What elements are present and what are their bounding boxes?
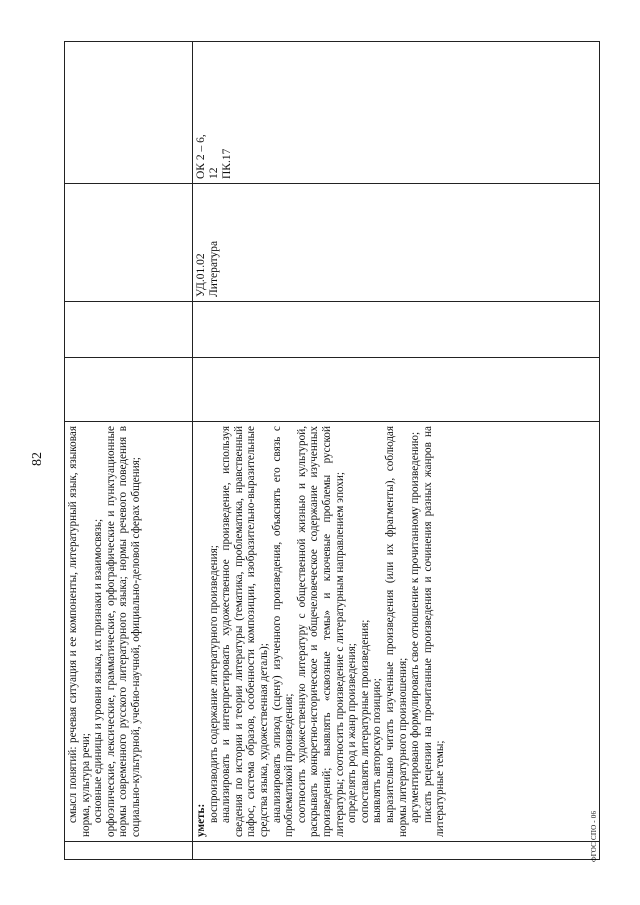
table-cell-empty [193,358,600,422]
knowledge-cell [65,422,193,842]
competency-code: 12 [208,167,220,179]
skills-paragraph: определять род и жанр произведения; [346,643,359,823]
table-row [193,42,600,860]
table-cell-index [193,842,600,860]
table-cell-index [65,842,193,860]
discipline-name: Литература [208,240,220,297]
table-cell-empty [65,42,193,184]
table-cell-empty [65,184,193,302]
page-number: 82 [30,452,45,466]
discipline-code: УД.01.02 [195,253,207,297]
skills-paragraph: выразительно читать изученные произведения (или их фрагменты), соблюдая нормы литературного произношения; [383,426,409,837]
knowledge-paragraph: смысл понятий: речевая ситуация и ее компоненты, литературный язык, языковая норма, культура речи; [67,426,92,837]
skills-paragraph: анализировать и интерпретировать художественное произведение, используя сведения по истории и теории литературы (тематика, проблематика, нравственный пафос, система образов, особенности композиции, изобразительно-выразительные средства языка, художественная деталь); [220,426,270,837]
knowledge-paragraph: основные единицы и уровни языка, их признаки и взаимосвязь; [92,518,105,823]
table-cell-empty [65,302,193,358]
competency-code: ОК 2 – 6, [195,134,207,179]
skills-cell [193,422,600,842]
skills-heading: уметь: [195,803,207,837]
skills-paragraph: аргументировано формулировать свое отношение к прочитанному произведению; [409,431,422,823]
table-cell-empty [193,302,600,358]
knowledge-paragraph: орфоэпические, лексические, грамматические, орфографические и пунктуационные нормы современного русского литературного языка; нормы речевого поведения в социально-культурной, учебно-научной, официально-деловой сферах общения; [104,426,142,837]
curriculum-table [64,41,600,860]
skills-paragraph: сопоставлять литературные произведения; [358,619,371,823]
table-row [65,42,193,860]
skills-paragraph: писать рецензии на прочитанные произведения и сочинения разных жанров на литературные темы; [421,426,447,837]
skills-paragraph: выявлять авторскую позицию; [371,678,384,823]
table-cell-empty [65,358,193,422]
skills-paragraph: воспроизводить содержание литературного произведения; [207,545,220,823]
competency-code: ПК.17 [221,148,233,179]
rotated-page-content [64,42,600,860]
discipline-cell [193,184,600,302]
competencies-cell [193,42,600,184]
skills-paragraph: анализировать эпизод (сцену) изученного произведения, объяснять его связь с проблематикой произведения; [270,426,296,837]
footer-label: ФГОС СПО - 06 [590,810,598,862]
skills-paragraph: соотносить художественную литературу с общественной жизнью и культурой, раскрывать конкретно-историческое и общечеловеческое содержание изученных произведений; выявлять «сквозные темы» и ключевые проблемы русской литературы; соотносить произведение с литературным направлением эпохи; [295,426,346,837]
